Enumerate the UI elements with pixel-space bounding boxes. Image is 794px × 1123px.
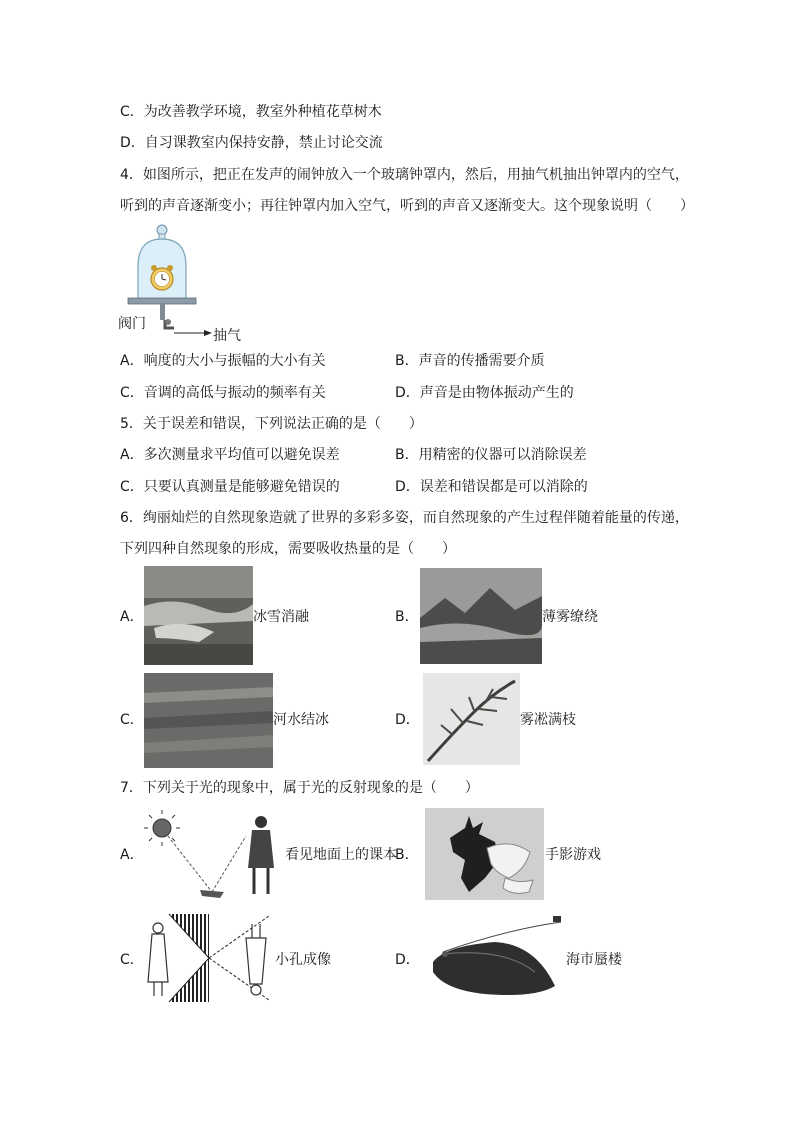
river-ice-image bbox=[144, 673, 273, 768]
hand-shadow-image bbox=[425, 808, 544, 900]
pump-label: 抽气 bbox=[213, 328, 241, 344]
q7-caption-b: 手影游戏 bbox=[545, 847, 601, 863]
q4-option-d: D．声音是由物体振动产生的 bbox=[395, 385, 574, 401]
q7-letter-b: B． bbox=[395, 847, 419, 863]
mirage-diagram bbox=[425, 912, 566, 1004]
q5-option-c: C．只要认真测量是能够避免错误的 bbox=[120, 479, 340, 495]
q7-caption-a: 看见地面上的课本 bbox=[285, 847, 397, 863]
q6-caption-d: 雾凇满枝 bbox=[520, 712, 576, 728]
q6-letter-b: B． bbox=[395, 609, 419, 625]
q6-caption-b: 薄雾缭绕 bbox=[542, 609, 598, 625]
q4-stem-line1: 4．如图所示，把正在发声的闹钟放入一个玻璃钟罩内，然后，用抽气机抽出钟罩内的空气， bbox=[120, 167, 689, 183]
q3-option-d: D．自习课教室内保持安静，禁止讨论交流 bbox=[120, 135, 383, 151]
reflection-figure bbox=[144, 808, 285, 904]
q6-stem-line1: 6．绚丽灿烂的自然现象造就了世界的多彩多姿，而自然现象的产生过程伴随着能量的传递， bbox=[120, 510, 689, 526]
pinhole-diagram bbox=[144, 912, 275, 1004]
q6-stem-line2: 下列四种自然现象的形成，需要吸收热量的是（ ） bbox=[120, 541, 456, 557]
q5-option-d: D．误差和错误都是可以消除的 bbox=[395, 479, 588, 495]
rime-branch-image bbox=[423, 673, 520, 765]
q4-option-a: A．响度的大小与振幅的大小有关 bbox=[120, 353, 326, 369]
q7-letter-c: C． bbox=[120, 952, 144, 968]
q4-stem-line2: 听到的声音逐渐变小；再往钟罩内加入空气，听到的声音又逐渐变大。这个现象说明（ ） bbox=[120, 198, 694, 214]
melting-snow-photo bbox=[144, 566, 253, 665]
q5-stem: 5．关于误差和错误，下列说法正确的是（ ） bbox=[120, 416, 423, 432]
hand-shadow-photo bbox=[425, 808, 544, 900]
q7-letter-d: D． bbox=[395, 952, 420, 968]
q6-letter-c: C． bbox=[120, 712, 144, 728]
rime-branch-photo bbox=[423, 673, 520, 765]
pinhole-figure bbox=[144, 912, 275, 1004]
q4-option-b: B．声音的传播需要介质 bbox=[395, 353, 545, 369]
q7-caption-d: 海市蜃楼 bbox=[566, 952, 622, 968]
q6-caption-a: 冰雪消融 bbox=[253, 609, 309, 625]
q6-caption-c: 河水结冰 bbox=[273, 712, 329, 728]
q5-option-a: A．多次测量求平均值可以避免误差 bbox=[120, 447, 340, 463]
melting-snow-image bbox=[144, 566, 253, 665]
thin-mist-photo bbox=[420, 568, 542, 664]
mirage-figure bbox=[425, 912, 566, 1004]
q6-letter-d: D． bbox=[395, 712, 420, 728]
q7-stem: 7．下列关于光的现象中，属于光的反射现象的是（ ） bbox=[120, 780, 479, 796]
q6-letter-a: A． bbox=[120, 609, 144, 625]
q3-option-c: C．为改善教学环境，教室外种植花草树木 bbox=[120, 104, 382, 120]
q7-letter-a: A． bbox=[120, 847, 144, 863]
q5-option-b: B．用精密的仪器可以消除误差 bbox=[395, 447, 587, 463]
q4-option-c: C．音调的高低与振动的频率有关 bbox=[120, 385, 326, 401]
thin-mist-image bbox=[420, 568, 542, 664]
valve-label: 阀门 bbox=[118, 316, 146, 332]
q7-caption-c: 小孔成像 bbox=[275, 952, 331, 968]
river-ice-photo bbox=[144, 673, 273, 768]
reflection-diagram bbox=[144, 808, 285, 904]
